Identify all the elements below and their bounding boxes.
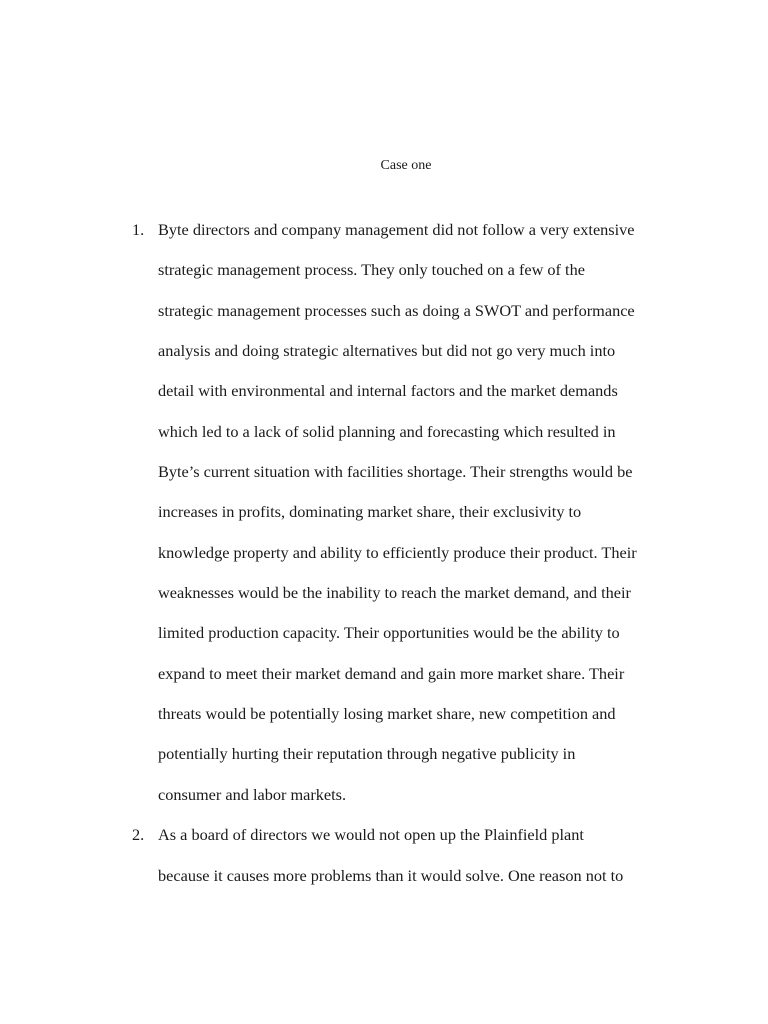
list-item-2	[132, 815, 692, 896]
document-title: Case one	[380, 158, 432, 173]
text-line: detail with environmental and internal factors and the market demands	[158, 381, 618, 401]
text-line: which led to a lack of solid planning and forecasting which resulted in	[158, 421, 616, 441]
numbered-list	[132, 210, 692, 896]
list-item-number: 1.	[132, 220, 145, 239]
text-line: Byte’s current situation with facilities shortage. Their strengths would be	[158, 462, 633, 482]
text-line: increases in profits, dominating market share, their exclusivity to	[158, 502, 582, 522]
text-line: because it causes more problems than it would solve. One reason not to	[158, 865, 624, 885]
text-line: analysis and doing strategic alternatives but did not go very much into	[158, 341, 616, 361]
list-item-1	[132, 210, 692, 815]
text-line: weaknesses would be the inability to reach the market demand, and their	[158, 583, 631, 603]
text-line: expand to meet their market demand and gain more market share. Their	[158, 663, 625, 683]
text-line: consumer and labor markets.	[158, 784, 347, 804]
text-line: strategic management process. They only touched on a few of the	[158, 260, 585, 280]
text-line: Byte directors and company management did not follow a very extensive	[158, 220, 635, 239]
text-line: strategic management processes such as doing a SWOT and performance	[158, 300, 635, 320]
text-line: knowledge property and ability to efficiently produce their product. Their	[158, 542, 637, 562]
text-line: threats would be potentially losing market share, new competition and	[158, 704, 616, 724]
text-line: potentially hurting their reputation through negative publicity in	[158, 744, 576, 764]
text-line: limited production capacity. Their opportunities would be the ability to	[158, 623, 620, 643]
text-line: As a board of directors we would not open up the Plainfield plant	[158, 825, 584, 845]
list-item-number: 2.	[132, 825, 145, 845]
